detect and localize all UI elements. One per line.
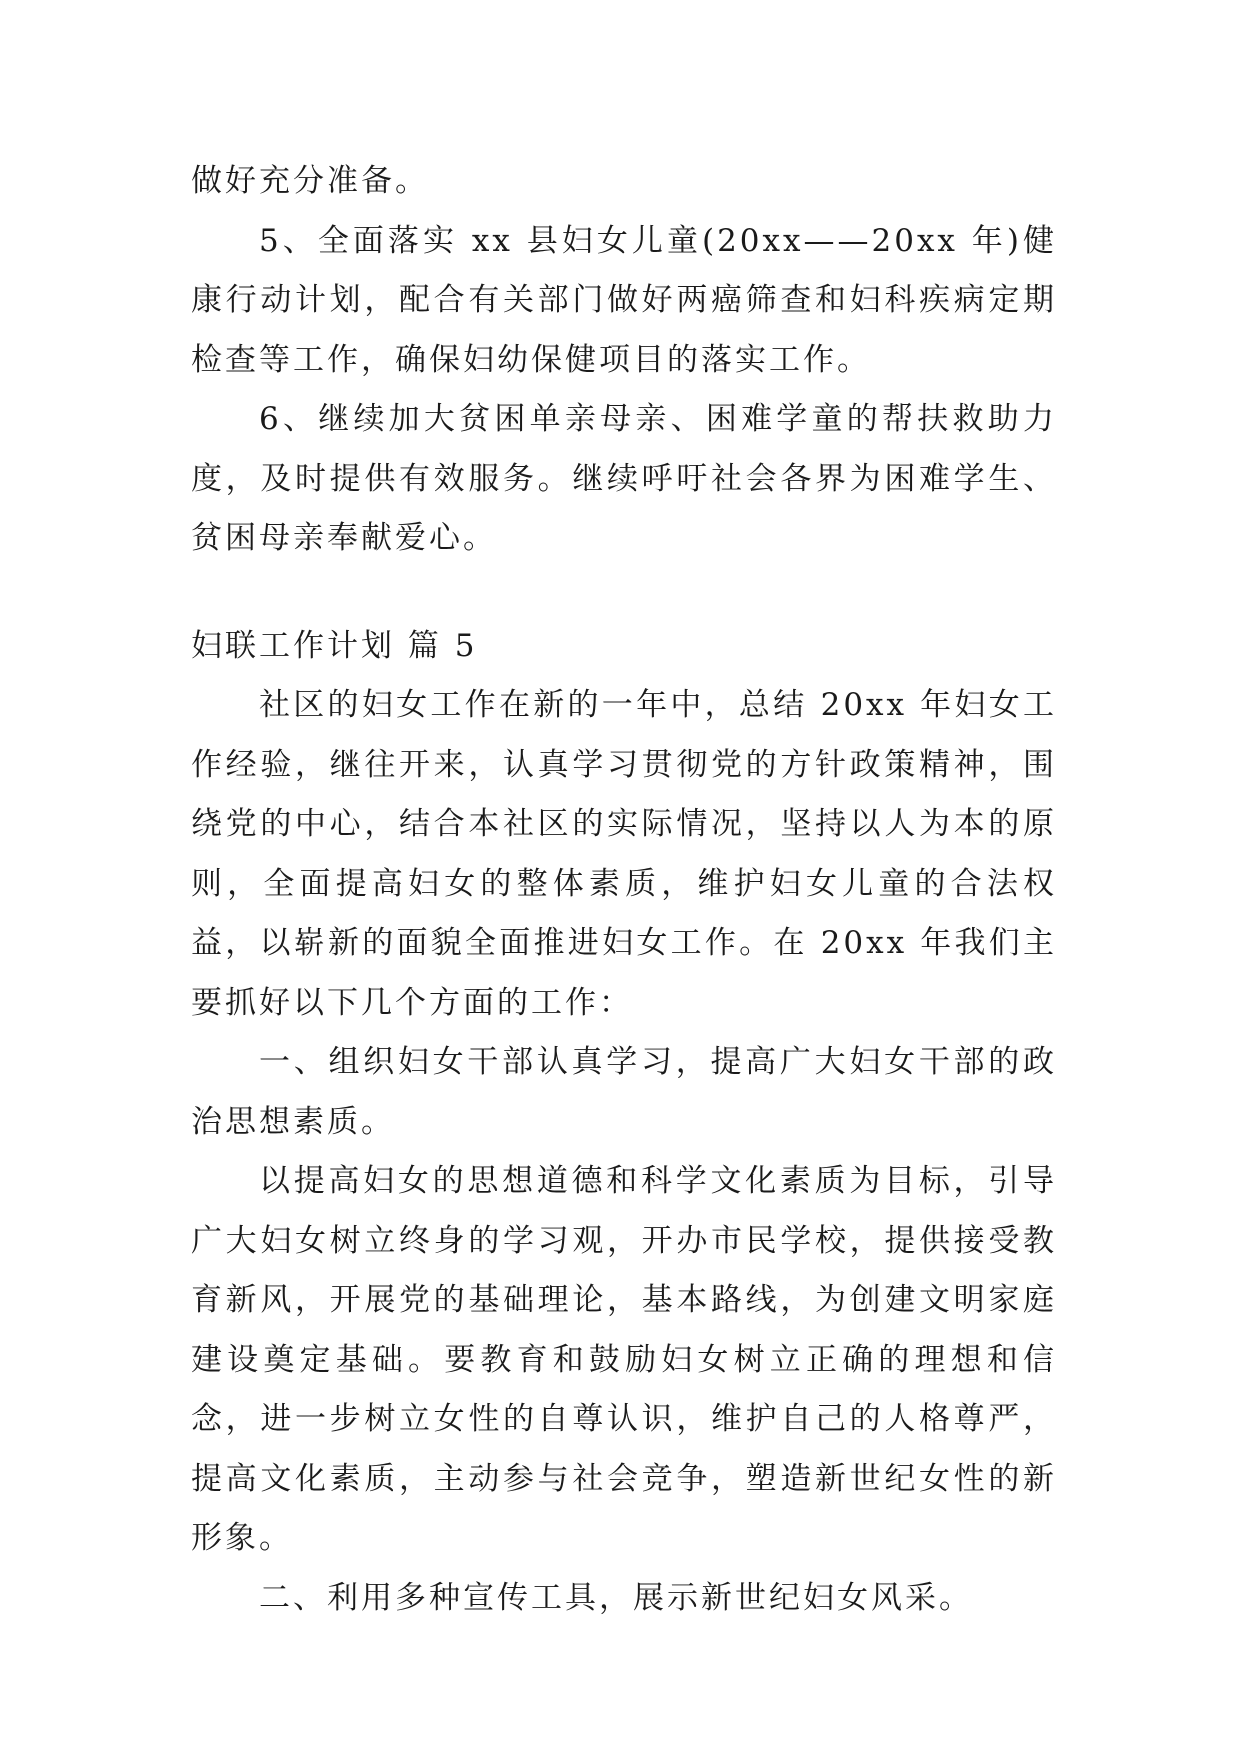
paragraph-continuation: 做好充分准备。 <box>191 163 429 199</box>
paragraph-item-6: 6、继续加大贫困单亲母亲、困难学童的帮扶救助力度，及时提供有效服务。继续呼吁社会各界为困难学生、贫困母亲奉献爱心。 <box>191 401 1057 556</box>
paragraph-intro: 社区的妇女工作在新的一年中，总结 20xx 年妇女工作经验，继往开来，认真学习贯彻党的方针政策精神，围绕党的中心，结合本社区的实际情况，坚持以人为本的原则，全面提高妇女的整体素质，维护妇女儿童的合法权益，以崭新的面貌全面推进妇女工作。在 20xx 年我们主要抓好以下几个方面的工作： <box>191 687 1057 1021</box>
paragraph-point-1-heading: 一、组织妇女干部认真学习，提高广大妇女干部的政治思想素质。 <box>191 1044 1057 1140</box>
paragraph-item-5: 5、全面落实 xx 县妇女儿童(20xx——20xx 年)健康行动计划，配合有关部门做好两癌筛查和妇科疾病定期检查等工作，确保妇幼保健项目的落实工作。 <box>191 222 1057 378</box>
section-title: 妇联工作计划 篇 5 <box>191 627 478 664</box>
paragraph-point-1-body: 以提高妇女的思想道德和科学文化素质为目标，引导广大妇女树立终身的学习观，开办市民学校，提供接受教育新风，开展党的基础理论，基本路线，为创建文明家庭建设奠定基础。要教育和鼓励妇女树立正确的理想和信念，进一步树立女性的自尊认识，维护自己的人格尊严，提高文化素质，主动参与社会竞争，塑造新世纪女性的新形象。 <box>191 1163 1057 1556</box>
paragraph-point-2-heading: 二、利用多种宣传工具，展示新世纪妇女风采。 <box>259 1579 973 1616</box>
document-body <box>191 152 1057 1628</box>
